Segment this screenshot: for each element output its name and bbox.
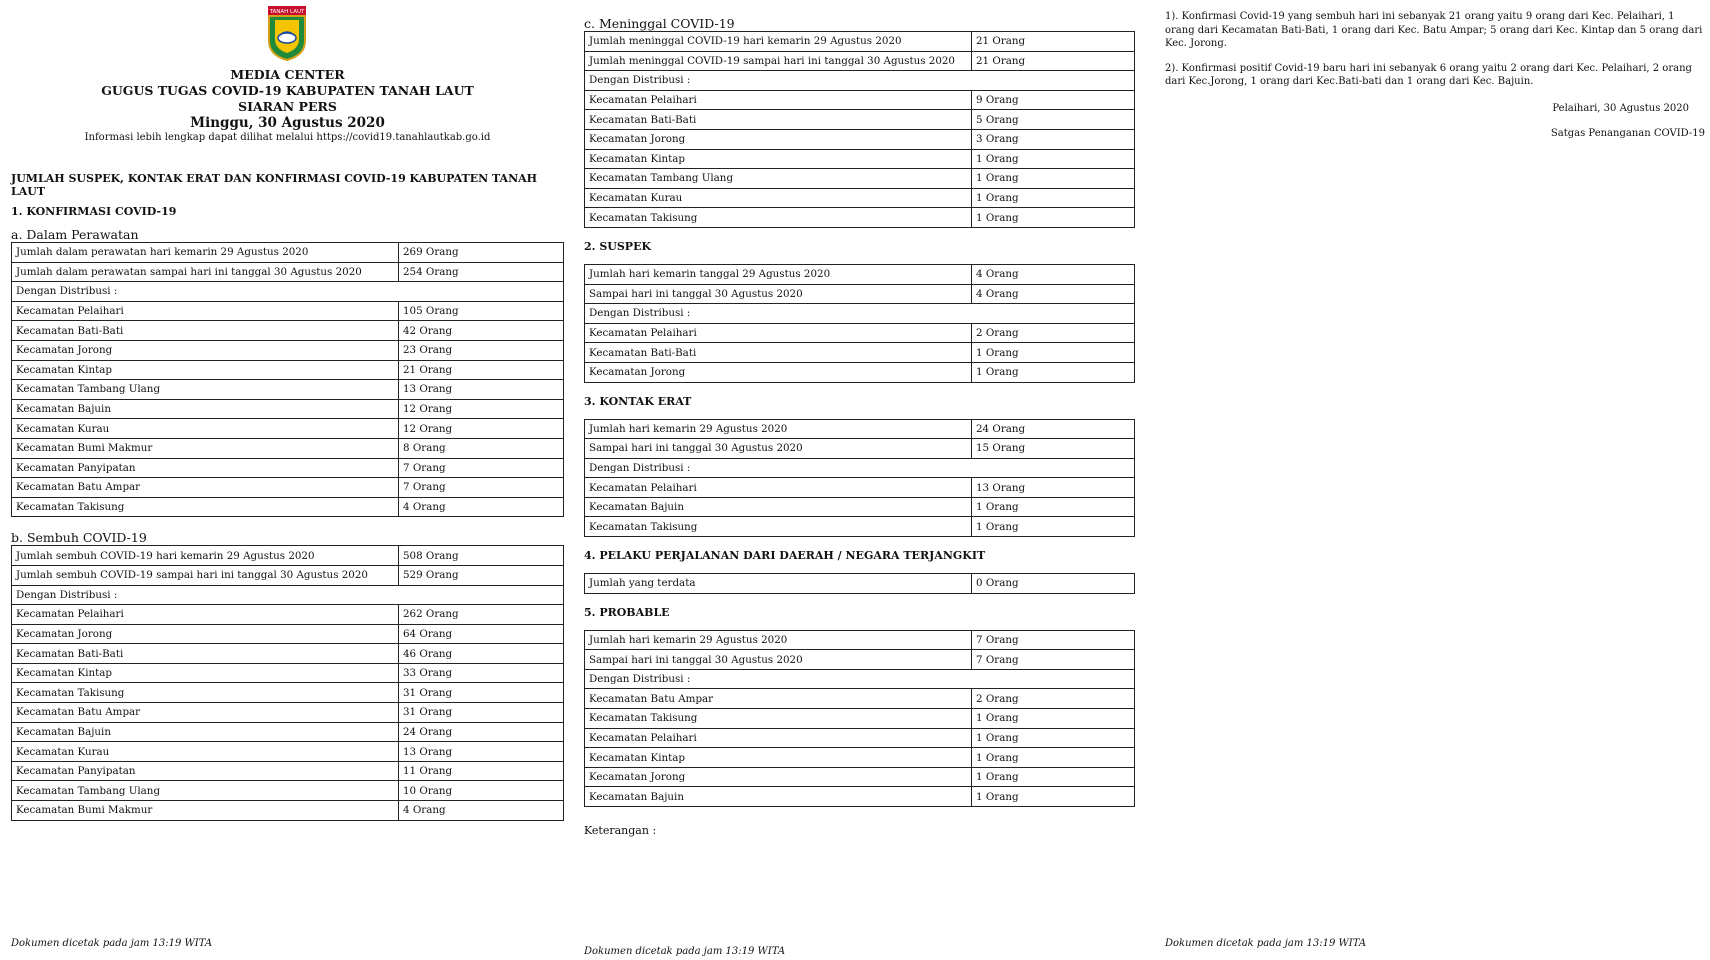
table-row <box>12 282 564 302</box>
row-label: Kecamatan Tambang Ulang <box>12 380 399 400</box>
row-label: Kecamatan Batu Ampar <box>12 703 399 723</box>
row-label: Kecamatan Bati-Bati <box>585 343 972 363</box>
row-value: 2 Orang <box>972 323 1135 343</box>
table-row <box>12 722 564 742</box>
table-row <box>12 419 564 439</box>
row-label: Kecamatan Bumi Makmur <box>12 801 399 821</box>
row-label: Kecamatan Batu Ampar <box>585 689 972 709</box>
row-label: Sampai hari ini tanggal 30 Agustus 2020 <box>585 284 972 304</box>
distribution-label: Dengan Distribusi : <box>585 458 1135 478</box>
distribution-label: Dengan Distribusi : <box>585 304 1135 324</box>
footer-print-time-2: Dokumen dicetak pada jam 13:19 WITA <box>584 946 786 957</box>
row-value: 7 Orang <box>399 478 564 498</box>
row-label: Kecamatan Kintap <box>585 748 972 768</box>
row-value: 13 Orang <box>399 742 564 762</box>
row-value: 1 Orang <box>972 208 1135 228</box>
table-row <box>585 110 1135 130</box>
header-media-center: MEDIA CENTER <box>230 67 345 82</box>
row-value: 508 Orang <box>399 546 564 566</box>
row-label: Kecamatan Bati-Bati <box>12 644 399 664</box>
table-row <box>12 663 564 683</box>
row-label: Kecamatan Takisung <box>12 497 399 517</box>
row-value: 269 Orang <box>399 243 564 263</box>
distribution-label: Dengan Distribusi : <box>585 669 1135 689</box>
table-kontak <box>584 419 1135 538</box>
row-label: Kecamatan Kintap <box>12 360 399 380</box>
table-row <box>12 360 564 380</box>
row-label: Kecamatan Takisung <box>585 208 972 228</box>
row-value: 7 Orang <box>972 630 1135 650</box>
row-value: 31 Orang <box>399 703 564 723</box>
row-value: 4 Orang <box>399 497 564 517</box>
row-label: Kecamatan Bumi Makmur <box>12 438 399 458</box>
table-row <box>585 169 1135 189</box>
row-label: Jumlah dalam perawatan sampai hari ini tanggal 30 Agustus 2020 <box>12 262 399 282</box>
table-row <box>12 497 564 517</box>
row-value: 42 Orang <box>399 321 564 341</box>
row-value: 8 Orang <box>399 438 564 458</box>
row-label: Kecamatan Kintap <box>585 149 972 169</box>
row-label: Jumlah meninggal COVID-19 hari kemarin 29 Agustus 2020 <box>585 32 972 52</box>
row-label: Kecamatan Bati-Bati <box>585 110 972 130</box>
row-label: Kecamatan Jorong <box>12 340 399 360</box>
row-value: 21 Orang <box>972 51 1135 71</box>
row-label: Kecamatan Bajuin <box>12 399 399 419</box>
table-row <box>12 703 564 723</box>
row-value: 1 Orang <box>972 709 1135 729</box>
note-item-2: 2). Konfirmasi positif Covid-19 baru hari ini sebanyak 6 orang yaitu 2 orang dari Kec. Pelaihari, 2 orang dari Kec.Jorong, 1 orang dari Kec.Bati-bati dan 1 orang dari Kec. Bajuin. <box>1165 62 1692 87</box>
table-row <box>585 478 1135 498</box>
logo-area <box>11 5 564 67</box>
row-label: Kecamatan Pelaihari <box>585 728 972 748</box>
row-label: Kecamatan Tambang Ulang <box>585 169 972 189</box>
row-value: 33 Orang <box>399 663 564 683</box>
table-row <box>585 149 1135 169</box>
page-column-1 <box>11 0 564 821</box>
page-column-3 <box>1165 0 1705 139</box>
header-task-force: GUGUS TUGAS COVID-19 KABUPATEN TANAH LAUT <box>101 83 474 98</box>
row-value: 5 Orang <box>972 110 1135 130</box>
table-row <box>12 478 564 498</box>
row-value: 7 Orang <box>972 650 1135 670</box>
row-label: Jumlah meninggal COVID-19 sampai hari ini tanggal 30 Agustus 2020 <box>585 51 972 71</box>
row-label: Kecamatan Pelaihari <box>12 605 399 625</box>
row-value: 21 Orang <box>399 360 564 380</box>
header-info-link: Informasi lebih lengkap dapat dilihat melalui https://covid19.tanahlautkab.go.id <box>84 132 491 143</box>
row-value: 31 Orang <box>399 683 564 703</box>
row-value: 10 Orang <box>399 781 564 801</box>
row-label: Jumlah yang terdata <box>585 574 972 594</box>
row-value: 529 Orang <box>399 565 564 585</box>
table-row <box>12 458 564 478</box>
note-item-1: 1). Konfirmasi Covid-19 yang sembuh hari ini sebanyak 21 orang yaitu 9 orang dari Kec. Pelaihari, 1 orang dari Kecamatan Bati-Bati, 1 orang dari Kec. Batu Ampar; 5 orang dari Kec. Kintap dan 5 orang dari Kec. Jorong. <box>1165 11 1703 49</box>
notes-block <box>1165 10 1705 89</box>
table-row <box>12 585 564 605</box>
table-row <box>585 767 1135 787</box>
row-label: Kecamatan Bajuin <box>12 722 399 742</box>
table-row <box>585 689 1135 709</box>
row-value: 46 Orang <box>399 644 564 664</box>
table-row <box>12 644 564 664</box>
subsection-meninggal-title: c. Meninggal COVID-19 <box>584 16 735 31</box>
table-row <box>12 801 564 821</box>
table-row <box>585 787 1135 807</box>
row-value: 24 Orang <box>399 722 564 742</box>
row-value: 24 Orang <box>972 419 1135 439</box>
table-row <box>585 304 1135 324</box>
row-value: 1 Orang <box>972 748 1135 768</box>
row-value: 4 Orang <box>972 264 1135 284</box>
row-value: 1 Orang <box>972 149 1135 169</box>
row-label: Kecamatan Jorong <box>585 362 972 382</box>
table-row <box>585 574 1135 594</box>
table-row <box>12 683 564 703</box>
row-label: Kecamatan Pelaihari <box>12 301 399 321</box>
table-row <box>585 709 1135 729</box>
row-value: 23 Orang <box>399 340 564 360</box>
row-value: 64 Orang <box>399 624 564 644</box>
table-row <box>585 343 1135 363</box>
row-label: Kecamatan Kintap <box>12 663 399 683</box>
table-row <box>585 323 1135 343</box>
table-row <box>585 32 1135 52</box>
table-row <box>585 497 1135 517</box>
row-label: Kecamatan Tambang Ulang <box>12 781 399 801</box>
row-label: Sampai hari ini tanggal 30 Agustus 2020 <box>585 650 972 670</box>
table-row <box>12 380 564 400</box>
table-sembuh <box>11 545 564 820</box>
table-row <box>12 321 564 341</box>
page-column-2 <box>584 0 1135 838</box>
header-press-release: SIARAN PERS <box>238 99 337 114</box>
emblem-text: TANAH LAUT <box>269 9 305 15</box>
row-label: Kecamatan Pelaihari <box>585 478 972 498</box>
distribution-label: Dengan Distribusi : <box>585 71 1135 91</box>
row-value: 1 Orang <box>972 728 1135 748</box>
table-row <box>585 728 1135 748</box>
regency-emblem-icon <box>266 5 308 61</box>
table-row <box>12 262 564 282</box>
section-konfirmasi-title: 1. KONFIRMASI COVID-19 <box>11 205 177 218</box>
table-row <box>585 748 1135 768</box>
distribution-label: Dengan Distribusi : <box>12 585 564 605</box>
row-label: Jumlah hari kemarin tanggal 29 Agustus 2020 <box>585 264 972 284</box>
footer-print-time-1: Dokumen dicetak pada jam 13:19 WITA <box>11 938 213 949</box>
row-label: Kecamatan Takisung <box>585 709 972 729</box>
section-pelaku-title: 4. PELAKU PERJALANAN DARI DAERAH / NEGARA TERJANGKIT <box>584 549 986 563</box>
table-row <box>12 243 564 263</box>
row-label: Kecamatan Takisung <box>12 683 399 703</box>
row-label: Jumlah dalam perawatan hari kemarin 29 Agustus 2020 <box>12 243 399 263</box>
row-label: Kecamatan Panyipatan <box>12 458 399 478</box>
row-value: 12 Orang <box>399 399 564 419</box>
table-row <box>585 188 1135 208</box>
table-row <box>12 340 564 360</box>
distribution-label: Dengan Distribusi : <box>12 282 564 302</box>
row-label: Kecamatan Pelaihari <box>585 90 972 110</box>
footer-print-time-3: Dokumen dicetak pada jam 13:19 WITA <box>1165 938 1367 949</box>
row-label: Sampai hari ini tanggal 30 Agustus 2020 <box>585 439 972 459</box>
row-value: 3 Orang <box>972 129 1135 149</box>
row-value: 1 Orang <box>972 343 1135 363</box>
table-suspek <box>584 264 1135 383</box>
table-row <box>585 650 1135 670</box>
section-kontak-title: 3. KONTAK ERAT <box>584 394 692 408</box>
table-row <box>12 438 564 458</box>
row-value: 1 Orang <box>972 497 1135 517</box>
row-label: Jumlah hari kemarin 29 Agustus 2020 <box>585 419 972 439</box>
table-row <box>12 624 564 644</box>
section-probable-title: 5. PROBABLE <box>584 605 670 619</box>
row-value: 262 Orang <box>399 605 564 625</box>
row-value: 13 Orang <box>972 478 1135 498</box>
row-value: 4 Orang <box>972 284 1135 304</box>
row-label: Kecamatan Batu Ampar <box>12 478 399 498</box>
row-label: Kecamatan Panyipatan <box>12 761 399 781</box>
subsection-perawatan-title: a. Dalam Perawatan <box>11 227 139 242</box>
row-value: 105 Orang <box>399 301 564 321</box>
row-value: 2 Orang <box>972 689 1135 709</box>
row-value: 1 Orang <box>972 362 1135 382</box>
row-label: Kecamatan Kurau <box>12 742 399 762</box>
row-value: 13 Orang <box>399 380 564 400</box>
table-row <box>585 264 1135 284</box>
table-row <box>585 51 1135 71</box>
header-date: Minggu, 30 Agustus 2020 <box>190 115 385 131</box>
row-value: 7 Orang <box>399 458 564 478</box>
table-row <box>12 742 564 762</box>
row-value: 11 Orang <box>399 761 564 781</box>
keterangan-label: Keterangan : <box>584 824 657 837</box>
row-value: 254 Orang <box>399 262 564 282</box>
row-value: 1 Orang <box>972 517 1135 537</box>
document-title: JUMLAH SUSPEK, KONTAK ERAT DAN KONFIRMASI COVID-19 KABUPATEN TANAH LAUT <box>11 172 538 198</box>
row-value: 15 Orang <box>972 439 1135 459</box>
row-value: 4 Orang <box>399 801 564 821</box>
table-row <box>585 284 1135 304</box>
table-row <box>585 517 1135 537</box>
table-row <box>12 399 564 419</box>
row-value: 1 Orang <box>972 787 1135 807</box>
row-label: Kecamatan Pelaihari <box>585 323 972 343</box>
row-value: 1 Orang <box>972 767 1135 787</box>
row-label: Kecamatan Jorong <box>585 767 972 787</box>
signature-place-date: Pelaihari, 30 Agustus 2020 <box>1552 102 1689 114</box>
table-row <box>585 129 1135 149</box>
row-value: 1 Orang <box>972 188 1135 208</box>
row-label: Kecamatan Jorong <box>12 624 399 644</box>
table-meninggal <box>584 31 1135 228</box>
table-row <box>12 781 564 801</box>
table-probable <box>584 630 1135 807</box>
table-row <box>12 565 564 585</box>
signature-organization: Satgas Penanganan COVID-19 <box>1550 127 1705 139</box>
table-perawatan <box>11 242 564 517</box>
table-row <box>12 761 564 781</box>
table-row <box>12 301 564 321</box>
table-row <box>12 546 564 566</box>
row-label: Kecamatan Jorong <box>585 129 972 149</box>
row-label: Kecamatan Bati-Bati <box>12 321 399 341</box>
table-row <box>585 71 1135 91</box>
row-label: Jumlah sembuh COVID-19 hari kemarin 29 Agustus 2020 <box>12 546 399 566</box>
subsection-sembuh-title: b. Sembuh COVID-19 <box>11 530 147 546</box>
row-label: Kecamatan Bajuin <box>585 787 972 807</box>
table-row <box>585 90 1135 110</box>
table-row <box>585 458 1135 478</box>
table-row <box>585 362 1135 382</box>
row-label: Jumlah hari kemarin 29 Agustus 2020 <box>585 630 972 650</box>
table-row <box>585 669 1135 689</box>
table-pelaku <box>584 573 1135 594</box>
row-label: Kecamatan Kurau <box>12 419 399 439</box>
row-value: 21 Orang <box>972 32 1135 52</box>
row-label: Kecamatan Kurau <box>585 188 972 208</box>
row-value: 1 Orang <box>972 169 1135 189</box>
table-row <box>585 439 1135 459</box>
row-label: Jumlah sembuh COVID-19 sampai hari ini tanggal 30 Agustus 2020 <box>12 565 399 585</box>
row-value: 9 Orang <box>972 90 1135 110</box>
row-label: Kecamatan Takisung <box>585 517 972 537</box>
row-value: 12 Orang <box>399 419 564 439</box>
section-suspek-title: 2. SUSPEK <box>584 239 652 253</box>
table-row <box>585 208 1135 228</box>
table-row <box>585 630 1135 650</box>
table-row <box>585 419 1135 439</box>
row-value: 0 Orang <box>972 574 1135 594</box>
row-label: Kecamatan Bajuin <box>585 497 972 517</box>
table-row <box>12 605 564 625</box>
